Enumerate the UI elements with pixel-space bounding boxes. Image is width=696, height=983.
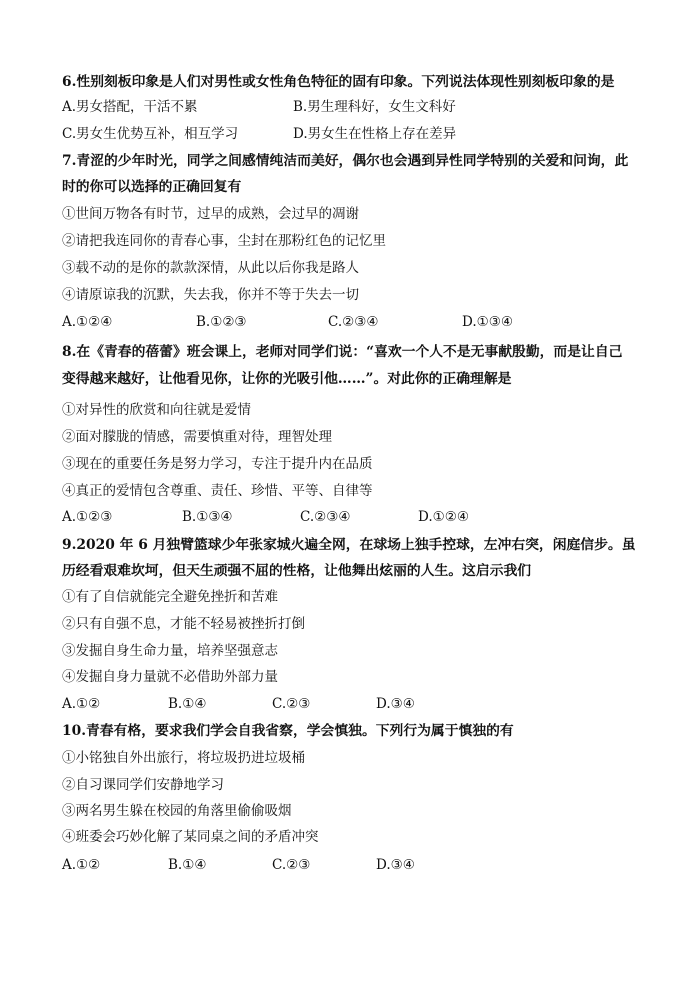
question-7-option-c[interactable]: C.②③④	[328, 314, 379, 330]
question-9-options	[62, 695, 622, 713]
question-6-options-row-1	[62, 98, 622, 116]
question-8-stem-line-1: 8.在《青春的蓓蕾》班会课上，老师对同学们说：“喜欢一个人不是无事献殷勤，而是让自己	[62, 344, 623, 360]
question-8-options	[62, 508, 622, 526]
question-8-stem-line-2: 变得越来越好，让他看见你，让你的光吸引他……”。对此你的正确理解是	[62, 371, 512, 387]
question-7-option-b[interactable]: B.①②③	[196, 314, 247, 330]
question-10-option-d[interactable]: D.③④	[376, 857, 415, 873]
question-9-stem-line-2: 历经看艰难坎坷，但天生顽强不屈的性格，让他舞出炫丽的人生。这启示我们	[62, 563, 532, 579]
question-9-option-b[interactable]: B.①④	[168, 696, 207, 712]
question-7-option-a[interactable]: A.①②④	[62, 314, 113, 330]
question-7-item-2: ②请把我连同你的青春心事，尘封在那粉红色的记忆里	[62, 233, 386, 249]
question-10-item-4: ④班委会巧妙化解了某同桌之间的矛盾冲突	[62, 829, 319, 845]
question-7-item-1: ①世间万物各有时节，过早的成熟，会过早的凋谢	[62, 206, 359, 222]
question-10-item-1: ①小铭独自外出旅行，将垃圾扔进垃圾桶	[62, 750, 305, 766]
question-8-item-3: ③现在的重要任务是努力学习，专注于提升内在品质	[62, 456, 373, 472]
question-8-item-1: ①对异性的欣赏和向往就是爱情	[62, 402, 251, 418]
question-6-option-b[interactable]: B.男生理科好，女生文科好	[293, 99, 456, 115]
question-9-item-4: ④发掘自身力量就不必借助外部力量	[62, 669, 278, 685]
question-9-stem-line-1: 9.2020 年 6 月独臂篮球少年张家城火遍全网，在球场上独手控球，左冲右突，闲庭信步。虽	[62, 537, 636, 553]
question-8-option-b[interactable]: B.①③④	[182, 509, 233, 525]
question-7-item-4: ④请原谅我的沉默，失去我，你并不等于失去一切	[62, 287, 359, 303]
question-10-stem-line-1: 10.青春有格，要求我们学会自我省察，学会慎独。下列行为属于慎独的有	[62, 723, 514, 739]
question-7-item-3: ③载不动的是你的款款深情，从此以后你我是路人	[62, 260, 359, 276]
question-9-option-c[interactable]: C.②③	[272, 696, 311, 712]
question-6-options-row-2	[62, 125, 622, 143]
question-8-item-4: ④真正的爱情包含尊重、责任、珍惜、平等、自律等	[62, 483, 373, 499]
question-8-option-c[interactable]: C.②③④	[300, 509, 351, 525]
question-7-option-d[interactable]: D.①③④	[462, 314, 513, 330]
question-10-item-2: ②自习课同学们安静地学习	[62, 777, 224, 793]
question-8-item-2: ②面对朦胧的情感，需要慎重对待，理智处理	[62, 429, 332, 445]
question-6-option-a[interactable]: A.男女搭配，干活不累	[62, 99, 198, 115]
question-9-option-d[interactable]: D.③④	[376, 696, 415, 712]
question-6-option-c[interactable]: C.男女生优势互补，相互学习	[62, 126, 239, 142]
question-10-item-3: ③两名男生躲在校园的角落里偷偷吸烟	[62, 803, 292, 819]
question-7-stem-line-2: 时的你可以选择的正确回复有	[62, 179, 242, 195]
question-9-item-2: ②只有自强不息，才能不轻易被挫折打倒	[62, 616, 305, 632]
question-9-item-3: ③发掘自身生命力量，培养坚强意志	[62, 643, 278, 659]
question-10-option-a[interactable]: A.①②	[62, 857, 101, 873]
question-7-options	[62, 313, 622, 331]
question-8-option-d[interactable]: D.①②④	[418, 509, 469, 525]
question-6-stem-line-1: 6.性别刻板印象是人们对男性或女性角色特征的固有印象。下列说法体现性别刻板印象的是	[62, 74, 615, 90]
question-7-stem-line-1: 7.青涩的少年时光，同学之间感情纯洁而美好，偶尔也会遇到异性同学特别的关爱和问询，此	[62, 153, 629, 169]
question-10-option-b[interactable]: B.①④	[168, 857, 207, 873]
question-10-option-c[interactable]: C.②③	[272, 857, 311, 873]
question-8-option-a[interactable]: A.①②③	[62, 509, 113, 525]
question-6-option-d[interactable]: D.男女生在性格上存在差异	[293, 126, 457, 142]
question-9-option-a[interactable]: A.①②	[62, 696, 101, 712]
question-10-options	[62, 856, 622, 874]
question-9-item-1: ①有了自信就能完全避免挫折和苦难	[62, 589, 278, 605]
